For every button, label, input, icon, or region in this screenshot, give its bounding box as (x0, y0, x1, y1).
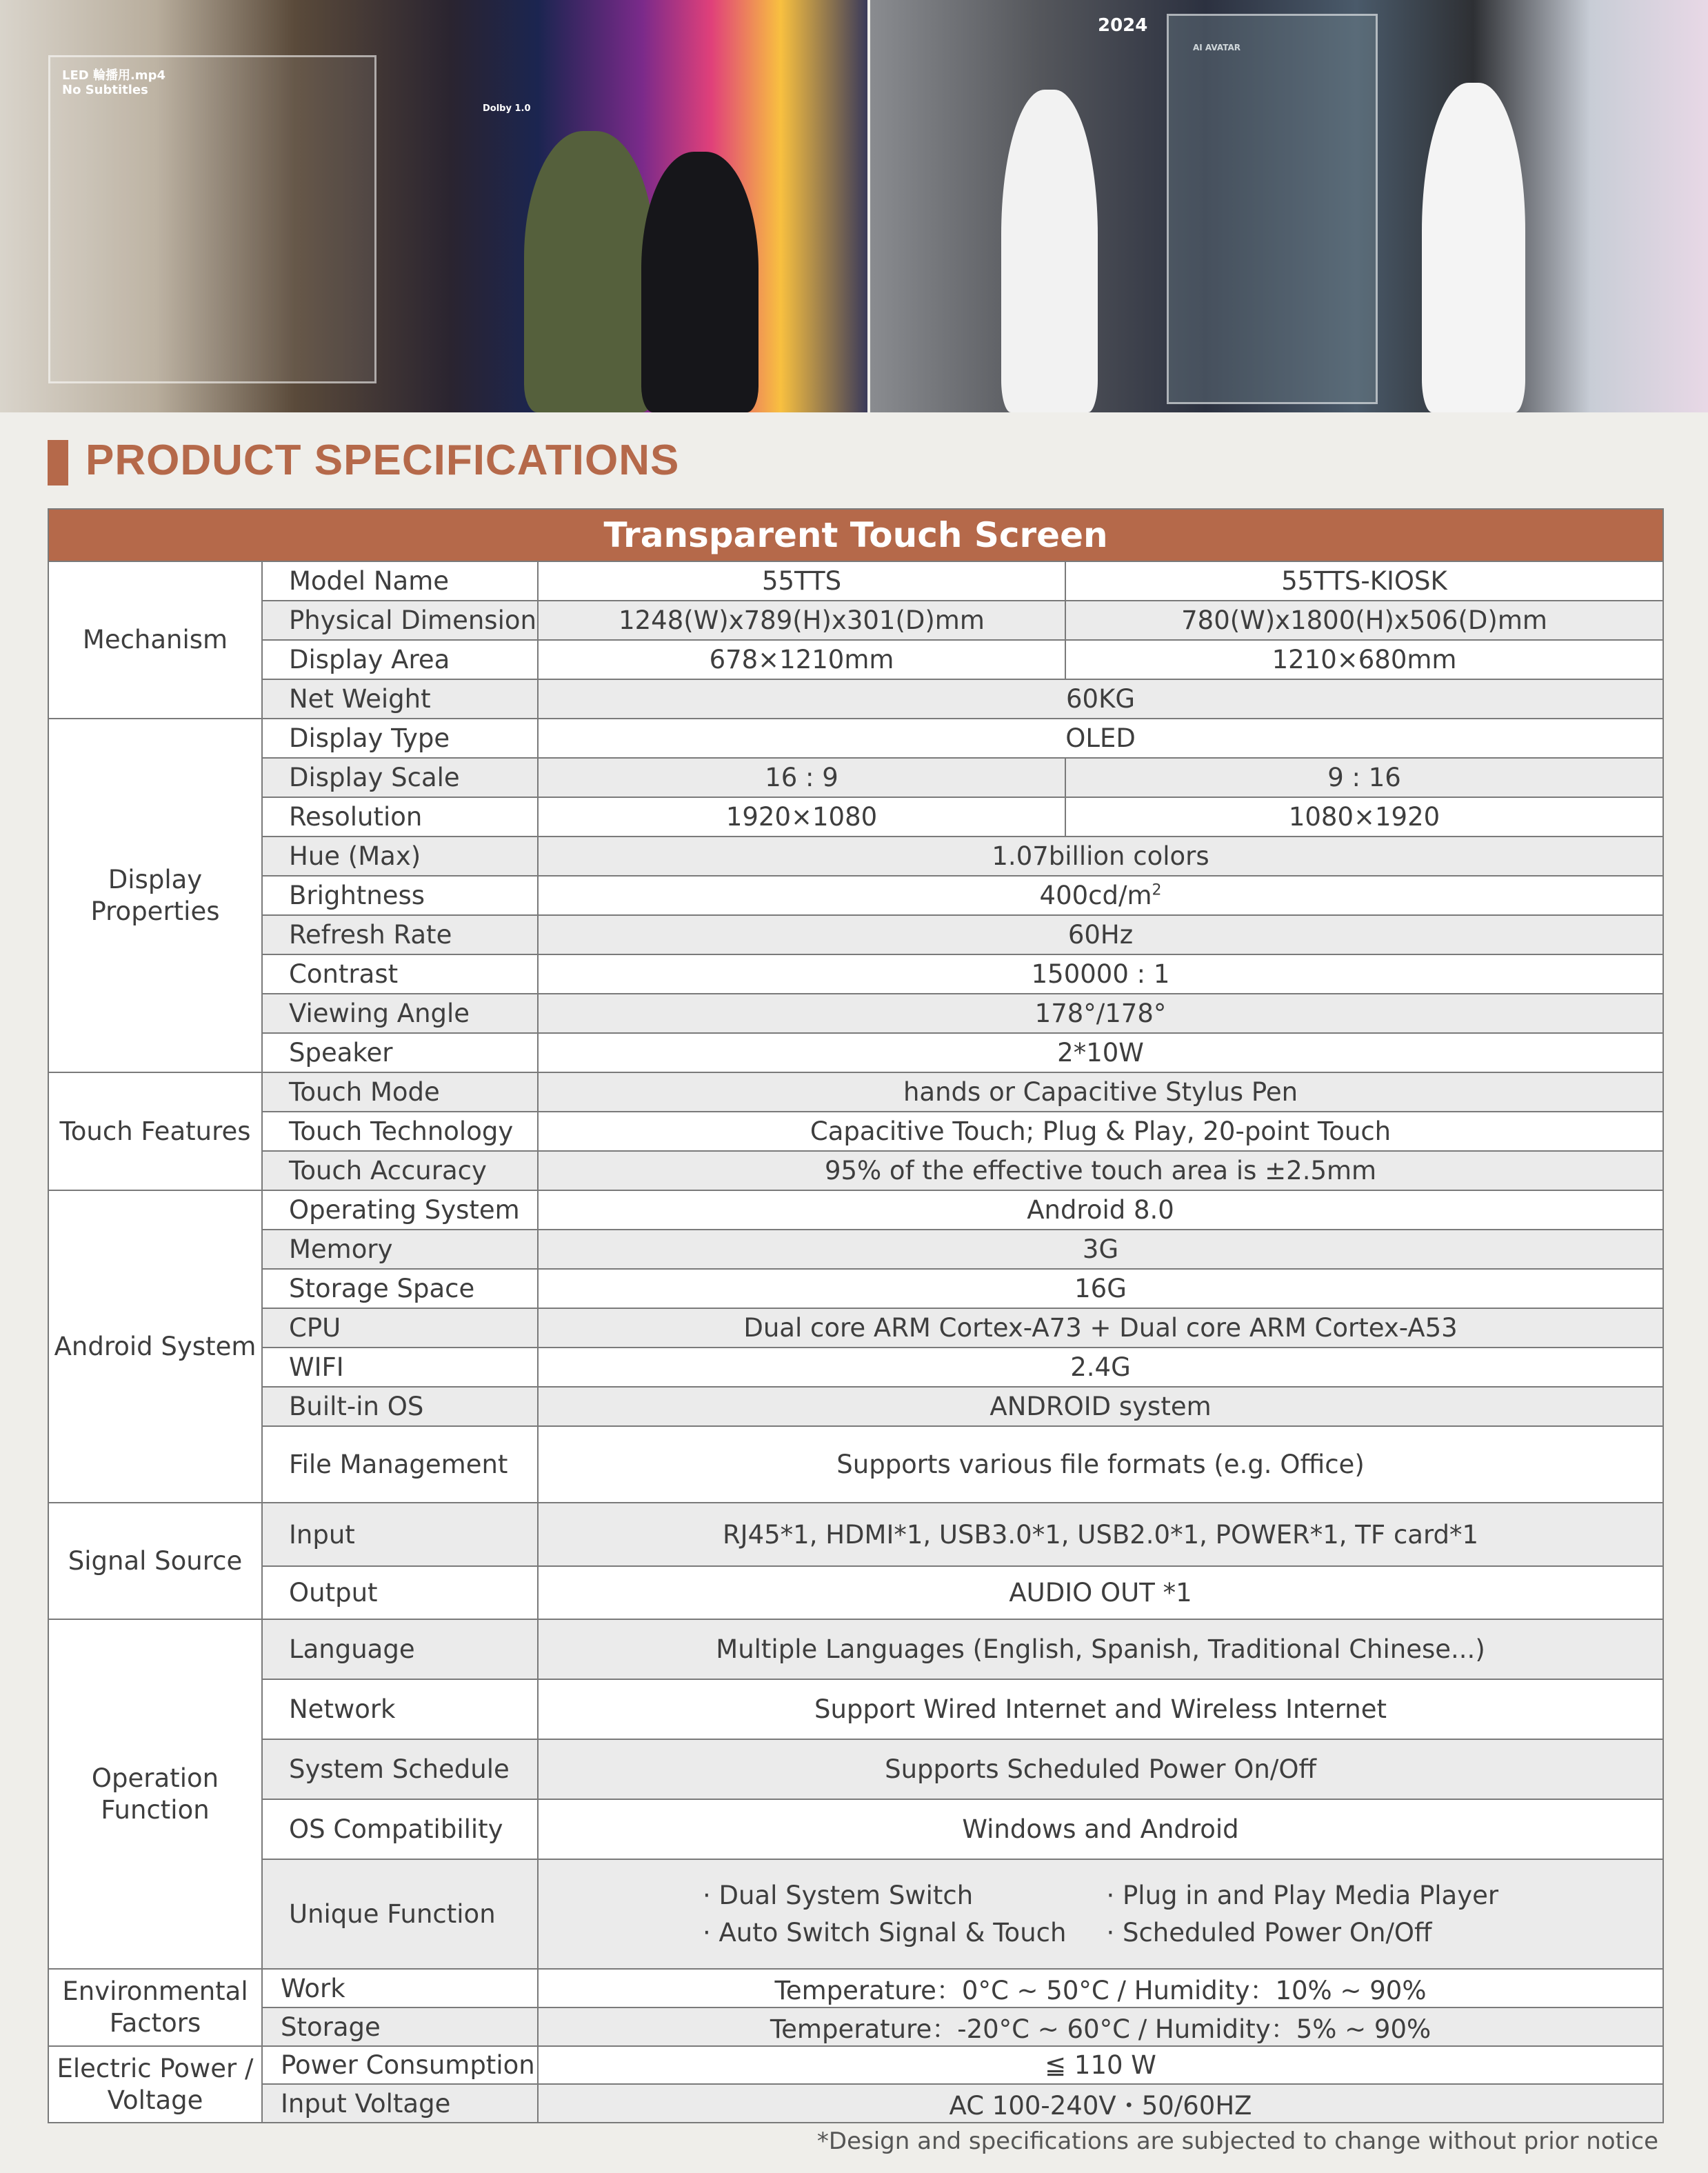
row-label: Display Area (262, 640, 538, 679)
section-electric-power-voltage: Electric Power / Voltage (48, 2046, 262, 2123)
table-row (48, 758, 1663, 797)
unique-function-column-left (703, 1877, 1067, 1952)
row-label: Work (262, 1969, 538, 2007)
unique-function-column-right (1106, 1877, 1498, 1952)
page-title: PRODUCT SPECIFICATIONS (86, 437, 680, 484)
table-row (48, 679, 1663, 719)
row-value-55tts-kiosk: 1210×680mm (1065, 640, 1663, 679)
row-label: System Schedule (262, 1739, 538, 1799)
row-label: Physical Dimension (262, 601, 538, 640)
row-value: Supports Scheduled Power On/Off (538, 1739, 1663, 1799)
row-label: Memory (262, 1230, 538, 1269)
row-label: Model Name (262, 561, 538, 601)
row-value-55tts-kiosk: 55TTS-KIOSK (1065, 561, 1663, 601)
row-value (538, 1859, 1663, 1969)
row-label: Touch Accuracy (262, 1151, 538, 1190)
unique-function-item: · Scheduled Power On/Off (1106, 1917, 1432, 1947)
table-row (48, 1799, 1663, 1859)
section-signal-source: Signal Source (48, 1503, 262, 1619)
row-label: OS Compatibility (262, 1799, 538, 1859)
presenter-figure-2 (1422, 83, 1525, 412)
row-label: Hue (Max) (262, 837, 538, 876)
table-title: Transparent Touch Screen (48, 509, 1663, 561)
row-value: Temperature：-20°C ~ 60°C / Humidity：5% ~ 90% (538, 2007, 1663, 2046)
table-row (48, 1072, 1663, 1112)
row-value-55tts: 55TTS (538, 561, 1065, 601)
row-label: File Management (262, 1426, 538, 1503)
row-value: Dual core ARM Cortex-A73 + Dual core ARM Cortex-A53 (538, 1308, 1663, 1348)
table-row (48, 1112, 1663, 1151)
row-value: 3G (538, 1230, 1663, 1269)
row-label: CPU (262, 1308, 538, 1348)
footnote: *Design and specifications are subjected to change without prior notice (816, 2127, 1658, 2155)
row-value: hands or Capacitive Stylus Pen (538, 1072, 1663, 1112)
table-row (48, 1503, 1663, 1566)
section-display-properties: Display Properties (48, 719, 262, 1072)
kiosk-screen (1167, 14, 1378, 404)
row-value: 150000 : 1 (538, 954, 1663, 994)
row-value: 2.4G (538, 1348, 1663, 1387)
row-value-55tts-kiosk: 9 : 16 (1065, 758, 1663, 797)
unique-function-list (539, 1877, 1662, 1952)
table-row (48, 2007, 1663, 2046)
table-row (48, 954, 1663, 994)
row-label: Resolution (262, 797, 538, 837)
booth-sign-year: 2024 (1098, 15, 1148, 36)
row-value-55tts: 1248(W)x789(H)x301(D)mm (538, 601, 1065, 640)
row-value: 60KG (538, 679, 1663, 719)
section-operation-function: Operation Function (48, 1619, 262, 1969)
row-label: Unique Function (262, 1859, 538, 1969)
exhibition-photo-left (0, 0, 867, 412)
table-row (48, 1308, 1663, 1348)
section-android-system: Android System (48, 1190, 262, 1503)
table-row (48, 719, 1663, 758)
row-label: Built-in OS (262, 1387, 538, 1426)
row-value: AC 100-240V・50/60HZ (538, 2084, 1663, 2123)
row-value: Capacitive Touch; Plug & Play, 20-point Touch (538, 1112, 1663, 1151)
table-row (48, 1969, 1663, 2007)
row-value: Multiple Languages (English, Spanish, Traditional Chinese...) (538, 1619, 1663, 1679)
table-row (48, 1387, 1663, 1426)
row-value-55tts: 678×1210mm (538, 640, 1065, 679)
row-label: Display Type (262, 719, 538, 758)
row-label: Power Consumption (262, 2046, 538, 2084)
row-value: 16G (538, 1269, 1663, 1308)
screen-audio-badge: Dolby 1.0 (483, 103, 531, 114)
presenter-figure (1001, 90, 1098, 412)
kiosk-badge: AI AVATAR (1193, 43, 1241, 52)
row-value: 2*10W (538, 1033, 1663, 1072)
row-label: Display Scale (262, 758, 538, 797)
row-label: Language (262, 1619, 538, 1679)
row-label: Viewing Angle (262, 994, 538, 1033)
table-row (48, 1151, 1663, 1190)
table-row (48, 1619, 1663, 1679)
row-value: Temperature：0°C ~ 50°C / Humidity：10% ~ 90% (538, 1969, 1663, 2007)
table-row (48, 915, 1663, 954)
transparent-screen (48, 55, 376, 383)
table-row (48, 1679, 1663, 1739)
table-row (48, 1348, 1663, 1387)
row-value: 60Hz (538, 915, 1663, 954)
table-row (48, 837, 1663, 876)
table-row (48, 876, 1663, 915)
table-row (48, 1033, 1663, 1072)
row-value: OLED (538, 719, 1663, 758)
row-label: Contrast (262, 954, 538, 994)
row-value: Windows and Android (538, 1799, 1663, 1859)
row-label: Brightness (262, 876, 538, 915)
section-environmental-factors: Environmental Factors (48, 1969, 262, 2046)
row-value-55tts: 1920×1080 (538, 797, 1065, 837)
table-row (48, 1566, 1663, 1619)
row-value: RJ45*1, HDMI*1, USB3.0*1, USB2.0*1, POWER*1, TF card*1 (538, 1503, 1663, 1566)
row-label: Network (262, 1679, 538, 1739)
row-value-55tts-kiosk: 1080×1920 (1065, 797, 1663, 837)
row-value: 1.07billion colors (538, 837, 1663, 876)
row-label: Output (262, 1566, 538, 1619)
row-value-55tts: 16 : 9 (538, 758, 1065, 797)
section-touch-features: Touch Features (48, 1072, 262, 1190)
table-row (48, 1859, 1663, 1969)
table-row (48, 601, 1663, 640)
row-value-55tts-kiosk: 780(W)x1800(H)x506(D)mm (1065, 601, 1663, 640)
row-label: Input Voltage (262, 2084, 538, 2123)
row-value: AUDIO OUT *1 (538, 1566, 1663, 1619)
row-label: WIFI (262, 1348, 538, 1387)
visitor-figure-2 (641, 152, 758, 412)
table-row (48, 640, 1663, 679)
row-value (538, 876, 1663, 915)
row-label: Input (262, 1503, 538, 1566)
row-value: ANDROID system (538, 1387, 1663, 1426)
row-label: Net Weight (262, 679, 538, 719)
screen-subtitle-caption: No Subtitles (62, 83, 148, 97)
row-label: Refresh Rate (262, 915, 538, 954)
visitor-figure (524, 131, 655, 412)
unique-function-item: · Plug in and Play Media Player (1106, 1880, 1499, 1910)
row-value: Supports various file formats (e.g. Office) (538, 1426, 1663, 1503)
table-row (48, 2084, 1663, 2123)
row-value: Android 8.0 (538, 1190, 1663, 1230)
row-value: ≦ 110 W (538, 2046, 1663, 2084)
row-label: Storage Space (262, 1269, 538, 1308)
table-row (48, 1426, 1663, 1503)
table-row (48, 1269, 1663, 1308)
table-row (48, 994, 1663, 1033)
unique-function-item: · Dual System Switch (702, 1880, 974, 1910)
table-row (48, 1739, 1663, 1799)
table-row (48, 797, 1663, 837)
brightness-value: 400cd/m (1039, 881, 1152, 910)
screen-file-caption: LED 輪播用.mp4 (62, 68, 165, 83)
table-row (48, 2046, 1663, 2084)
table-row (48, 1190, 1663, 1230)
table-row (48, 561, 1663, 601)
section-mechanism: Mechanism (48, 561, 262, 719)
row-label: Speaker (262, 1033, 538, 1072)
row-label: Touch Technology (262, 1112, 538, 1151)
exhibition-photo-right (870, 0, 1708, 412)
row-value: 95% of the effective touch area is ±2.5mm (538, 1151, 1663, 1190)
title-accent-bar (48, 440, 68, 485)
row-value: 178°/178° (538, 994, 1663, 1033)
row-value: Support Wired Internet and Wireless Internet (538, 1679, 1663, 1739)
row-label: Storage (262, 2007, 538, 2046)
brightness-unit-superscript: 2 (1152, 881, 1162, 899)
spec-table (48, 508, 1664, 2123)
row-label: Touch Mode (262, 1072, 538, 1112)
unique-function-item: · Auto Switch Signal & Touch (702, 1917, 1067, 1947)
table-row (48, 1230, 1663, 1269)
row-label: Operating System (262, 1190, 538, 1230)
